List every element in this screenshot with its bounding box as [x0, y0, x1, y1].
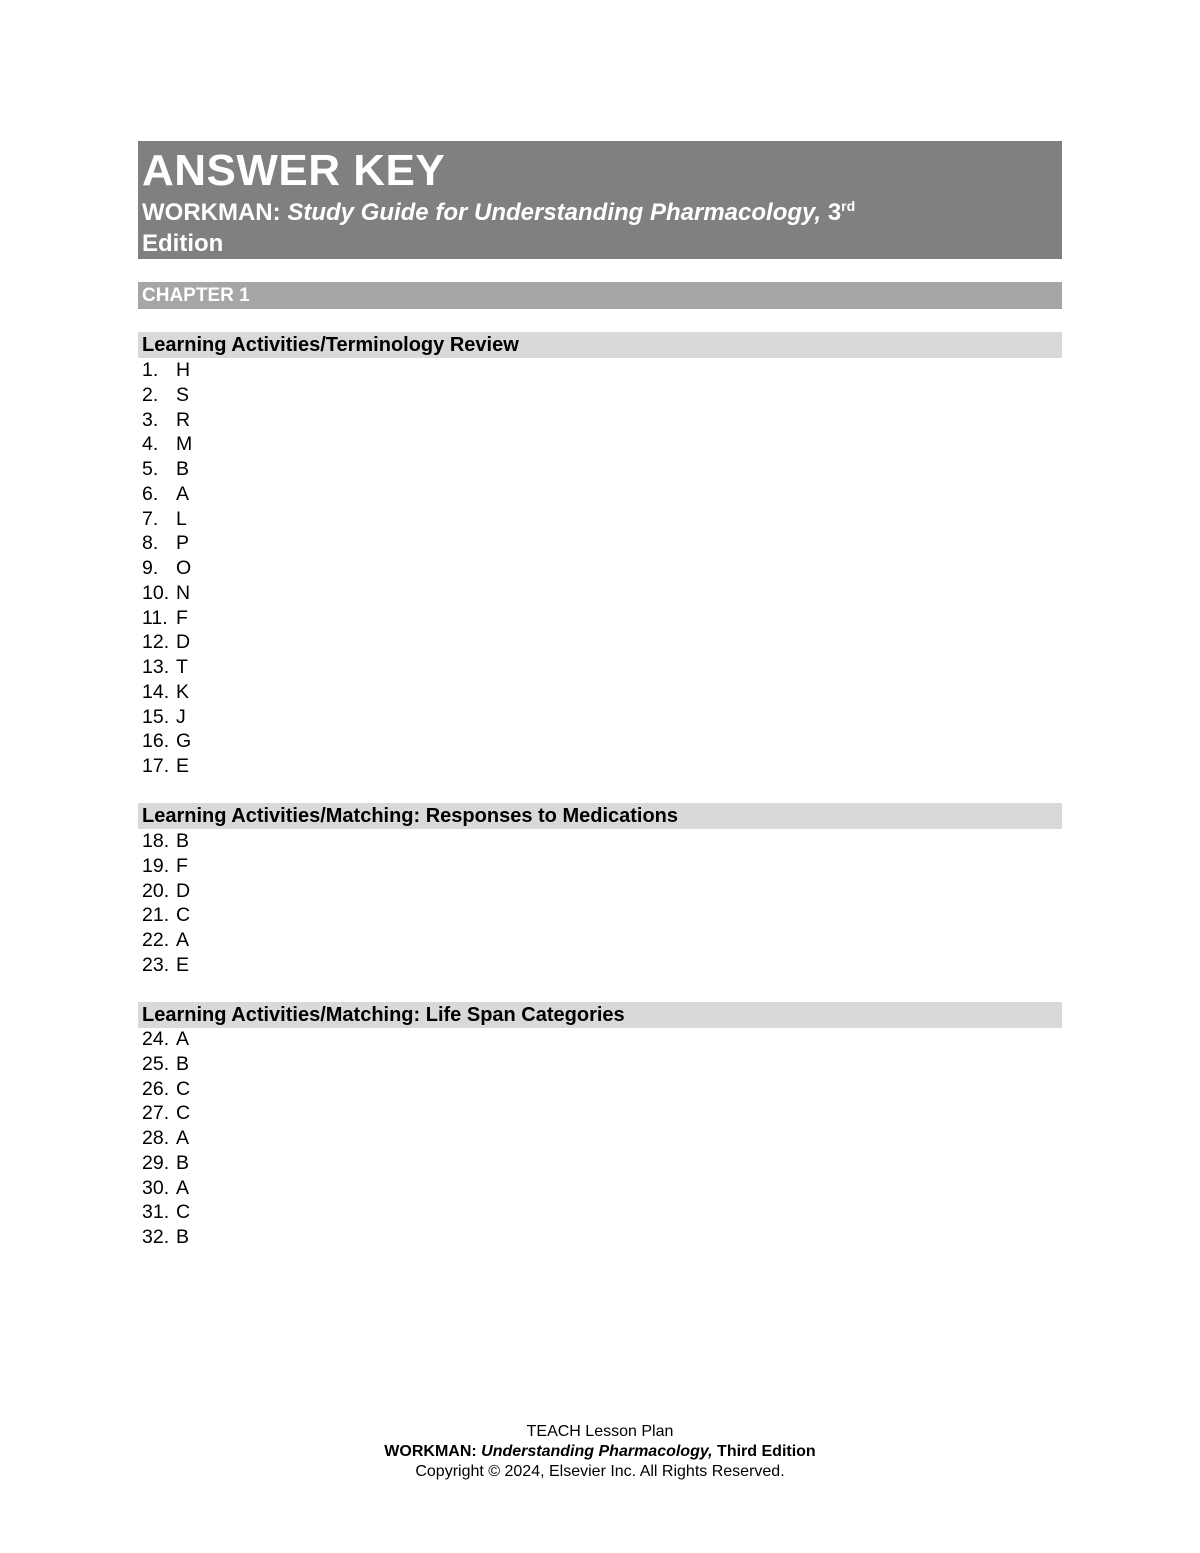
answer-number: 6.	[142, 482, 159, 505]
answer-letter: A	[176, 1028, 190, 1050]
answer-item	[142, 630, 192, 655]
answer-letter: T	[176, 656, 188, 678]
answer-number: 22.	[142, 929, 170, 951]
answer-letter: F	[176, 854, 188, 877]
answer-number: 2.	[142, 383, 159, 406]
answer-list-life-span-categories	[142, 1027, 190, 1250]
subtitle-edition-word: Edition	[142, 230, 224, 257]
footer-lesson-plan: TEACH Lesson Plan	[526, 1423, 674, 1440]
footer-edition: Third Edition	[712, 1443, 816, 1460]
answer-letter: S	[176, 383, 190, 406]
answer-item	[142, 854, 190, 879]
answer-number: 28.	[142, 1127, 170, 1149]
answer-item	[142, 1151, 190, 1176]
answer-letter: G	[176, 730, 192, 753]
page-title: ANSWER KEY	[142, 146, 446, 195]
answer-item	[142, 1200, 190, 1225]
answer-letter: B	[176, 830, 190, 852]
answer-number: 3.	[142, 408, 159, 431]
answer-letter: J	[176, 705, 186, 728]
answer-number: 9.	[142, 557, 159, 579]
subtitle-ordinal-suffix: rd	[841, 198, 856, 214]
answer-number: 31.	[142, 1201, 170, 1224]
answer-number: 20.	[142, 879, 170, 902]
answer-item	[142, 705, 192, 730]
answer-item	[142, 829, 190, 854]
answer-letter: A	[176, 1176, 190, 1199]
page-footer	[0, 1422, 1200, 1482]
answer-letter: A	[176, 929, 190, 951]
answer-number: 13.	[142, 656, 170, 678]
answer-letter: K	[176, 680, 190, 703]
answer-item	[142, 1101, 190, 1126]
answer-item	[142, 1052, 190, 1077]
section-heading-life-span-categories: Learning Activities/Matching: Life Span Categories	[138, 1002, 1062, 1028]
answer-item	[142, 531, 192, 556]
answer-number: 25.	[142, 1052, 170, 1075]
answer-number: 23.	[142, 953, 170, 976]
answer-item	[142, 729, 192, 754]
book-subtitle	[142, 197, 1042, 259]
footer-book-title	[0, 1442, 1200, 1462]
answer-number: 14.	[142, 680, 170, 703]
section-heading-responses-to-medications: Learning Activities/Matching: Responses to Medications	[138, 803, 1062, 829]
answer-item	[142, 655, 192, 680]
footer-author: WORKMAN:	[384, 1443, 482, 1460]
answer-letter: F	[176, 606, 188, 629]
answer-letter: O	[176, 557, 192, 579]
subtitle-author: WORKMAN:	[142, 199, 288, 226]
answer-item	[142, 680, 192, 705]
answer-item	[142, 383, 192, 408]
title-band	[138, 141, 1062, 259]
answer-letter: A	[176, 482, 190, 505]
answer-letter: D	[176, 879, 191, 902]
answer-number: 17.	[142, 755, 170, 777]
answer-number: 10.	[142, 581, 170, 604]
answer-letter: E	[176, 953, 190, 976]
answer-letter: L	[176, 507, 187, 530]
answer-item	[142, 1225, 190, 1250]
answer-number: 5.	[142, 458, 159, 480]
answer-number: 30.	[142, 1176, 170, 1199]
answer-item	[142, 1027, 190, 1052]
answer-number: 16.	[142, 730, 170, 753]
answer-number: 29.	[142, 1151, 170, 1174]
answer-item	[142, 358, 192, 383]
answer-number: 32.	[142, 1226, 170, 1248]
answer-letter: C	[176, 904, 191, 927]
footer-copyright: Copyright © 2024, Elsevier Inc. All Rights Reserved.	[415, 1463, 785, 1480]
answer-number: 26.	[142, 1077, 170, 1100]
answer-item	[142, 754, 192, 779]
answer-item	[142, 408, 192, 433]
answer-letter: B	[176, 1052, 190, 1075]
answer-list-responses-to-medications	[142, 829, 190, 978]
answer-number: 11.	[142, 606, 168, 629]
chapter-heading: CHAPTER 1	[138, 282, 1062, 309]
section-heading-terminology-review: Learning Activities/Terminology Review	[138, 332, 1062, 358]
answer-item	[142, 606, 192, 631]
answer-item	[142, 556, 192, 581]
answer-item	[142, 432, 192, 457]
answer-item	[142, 457, 192, 482]
answer-number: 19.	[142, 854, 170, 877]
answer-number: 24.	[142, 1028, 170, 1050]
answer-item	[142, 1126, 190, 1151]
answer-number: 4.	[142, 433, 159, 456]
answer-item	[142, 903, 190, 928]
answer-letter: B	[176, 1226, 190, 1248]
answer-item	[142, 928, 190, 953]
answer-letter: B	[176, 458, 190, 480]
answer-letter: C	[176, 1077, 191, 1100]
answer-number: 1.	[142, 359, 159, 381]
answer-letter: C	[176, 1201, 191, 1224]
footer-book-name: Understanding Pharmacology,	[481, 1443, 713, 1460]
answer-item	[142, 1077, 190, 1102]
answer-list-terminology-review	[142, 358, 192, 779]
answer-letter: B	[176, 1151, 190, 1174]
answer-letter: D	[176, 631, 191, 654]
answer-item	[142, 1176, 190, 1201]
answer-number: 21.	[142, 904, 170, 927]
answer-letter: H	[176, 359, 191, 381]
answer-item	[142, 953, 190, 978]
answer-letter: A	[176, 1127, 190, 1149]
answer-number: 7.	[142, 507, 159, 530]
answer-number: 15.	[142, 705, 170, 728]
answer-letter: C	[176, 1102, 191, 1125]
answer-item	[142, 482, 192, 507]
subtitle-book-title: Study Guide for Understanding Pharmacology,	[287, 199, 822, 226]
answer-number: 18.	[142, 830, 170, 852]
subtitle-edition-number: 3	[821, 199, 842, 226]
answer-item	[142, 879, 190, 904]
answer-letter: N	[176, 581, 191, 604]
answer-item	[142, 581, 192, 606]
answer-letter: P	[176, 532, 190, 555]
answer-letter: E	[176, 755, 190, 777]
answer-letter: M	[176, 433, 193, 456]
answer-number: 12.	[142, 631, 170, 654]
answer-number: 8.	[142, 532, 159, 555]
answer-item	[142, 507, 192, 532]
answer-number: 27.	[142, 1102, 170, 1125]
answer-letter: R	[176, 408, 191, 431]
